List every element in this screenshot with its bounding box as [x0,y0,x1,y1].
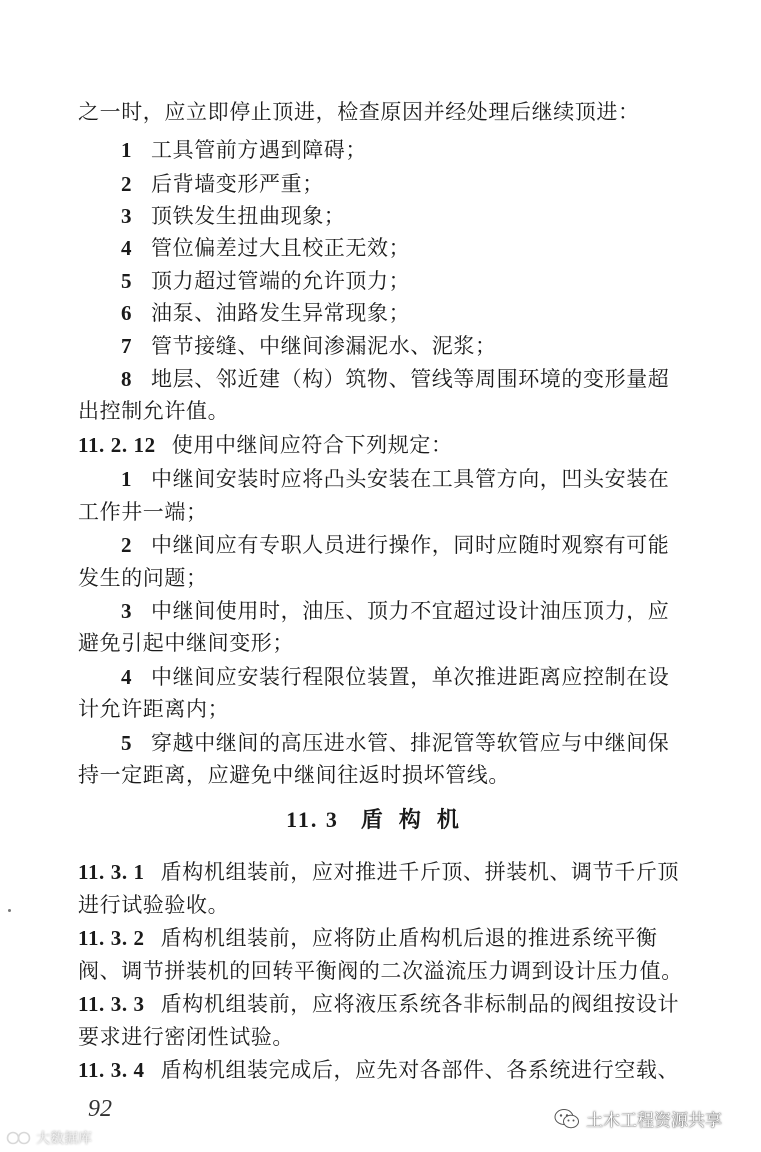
item-text: 中继间使用时，油压、顶力不宜超过设计油压顶力，应 [151,599,670,623]
clause-number: 11. 2. 12 [78,433,156,457]
list-item [121,201,688,231]
clause-continuation: 要求进行密闭性试验。 [78,1025,294,1049]
item-number: 5 [121,269,133,293]
item-number: 7 [121,334,133,358]
item-text: 穿越中继间的高压进水管、排泥管等软管应与中继间保 [151,731,670,755]
clause-text: 盾构机组装前，应对推进千斤顶、拼装机、调节千斤顶 [160,860,680,884]
item-number: 1 [121,138,133,162]
clause-text: 使用中继间应符合下列规定： [171,433,453,457]
clause-number: 11. 3. 4 [78,1058,145,1082]
watermark-logo-icon [6,1131,32,1145]
list-item [121,464,688,494]
list-item-continuation: 发生的问题； [78,566,208,590]
list-item [121,530,688,560]
clause-11-3-2 [78,923,688,953]
clause-11-2-12 [78,430,688,460]
list-item-continuation: 出控制允许值。 [78,399,230,423]
clause-number: 11. 3. 1 [78,860,145,884]
list-item-continuation: 持一定距离，应避免中继间往返时损坏管线。 [78,763,510,787]
list-item-continuation: 计允许距离内； [78,697,230,721]
wechat-icon [554,1108,580,1130]
clause-11-3-3 [78,989,688,1019]
item-number: 5 [121,731,133,755]
continuation-line: 之一时，应立即停止顶进，检查原因并经处理后继续顶进： [78,100,640,124]
watermark-source [6,1128,92,1148]
item-text: 油泵、油路发生异常现象； [151,301,411,325]
item-text: 后背墙变形严重； [151,172,324,196]
list-item [121,298,688,328]
clause-text: 盾构机组装前，应将液压系统各非标制品的阀组按设计 [160,992,680,1016]
section-heading [0,805,761,835]
page-number: 92 [88,1096,112,1122]
list-item [121,331,688,361]
item-text: 中继间安装时应将凸头安装在工具管方向，凹头安装在 [151,467,670,491]
item-number: 2 [121,172,133,196]
item-number: 6 [121,301,133,325]
section-number: 11. 3 [286,807,339,832]
list-item [121,266,688,296]
clause-number: 11. 3. 3 [78,992,145,1016]
scan-speck [8,909,11,912]
list-item [121,728,688,758]
item-number: 2 [121,533,133,557]
clause-continuation: 阀、调节拼装机的回转平衡阀的二次溢流压力调到设计压力值。 [78,959,683,983]
clause-continuation: 进行试验验收。 [78,893,230,917]
clause-text: 盾构机组装前，应将防止盾构机后退的推进系统平衡 [160,926,658,950]
item-text: 工具管前方遇到障碍； [151,138,367,162]
item-number: 3 [121,204,133,228]
clause-11-3-1 [78,857,688,887]
item-text: 管位偏差过大且校正无效； [151,236,411,260]
list-item [121,662,688,692]
list-item [121,364,688,394]
list-item [121,169,688,199]
list-item-continuation: 工作井一端； [78,500,208,524]
clause-11-3-4 [78,1055,688,1085]
watermark-account [554,1106,722,1131]
clause-number: 11. 3. 2 [78,926,145,950]
list-item [121,233,688,263]
item-number: 8 [121,367,133,391]
item-number: 1 [121,467,133,491]
item-number: 4 [121,236,133,260]
item-text: 顶铁发生扭曲现象； [151,204,346,228]
item-number: 3 [121,599,133,623]
section-name: 盾构机 [360,807,475,833]
clause-text: 盾构机组装完成后，应先对各部件、各系统进行空载、 [160,1058,680,1082]
watermark-source-text: 大数据库 [36,1131,92,1147]
list-item [121,135,688,165]
item-text: 中继间应有专职人员进行操作，同时应随时观察有可能 [151,533,670,557]
list-item [121,596,688,626]
item-text: 管节接缝、中继间渗漏泥水、泥浆； [151,334,497,358]
item-text: 中继间应安装行程限位装置，单次推进距离应控制在设 [151,665,670,689]
item-number: 4 [121,665,133,689]
item-text: 地层、邻近建（构）筑物、管线等周围环境的变形量超 [151,367,670,391]
watermark-account-text: 土木工程资源共享 [586,1111,722,1131]
item-text: 顶力超过管端的允许顶力； [151,269,411,293]
list-item-continuation: 避免引起中继间变形； [78,631,294,655]
